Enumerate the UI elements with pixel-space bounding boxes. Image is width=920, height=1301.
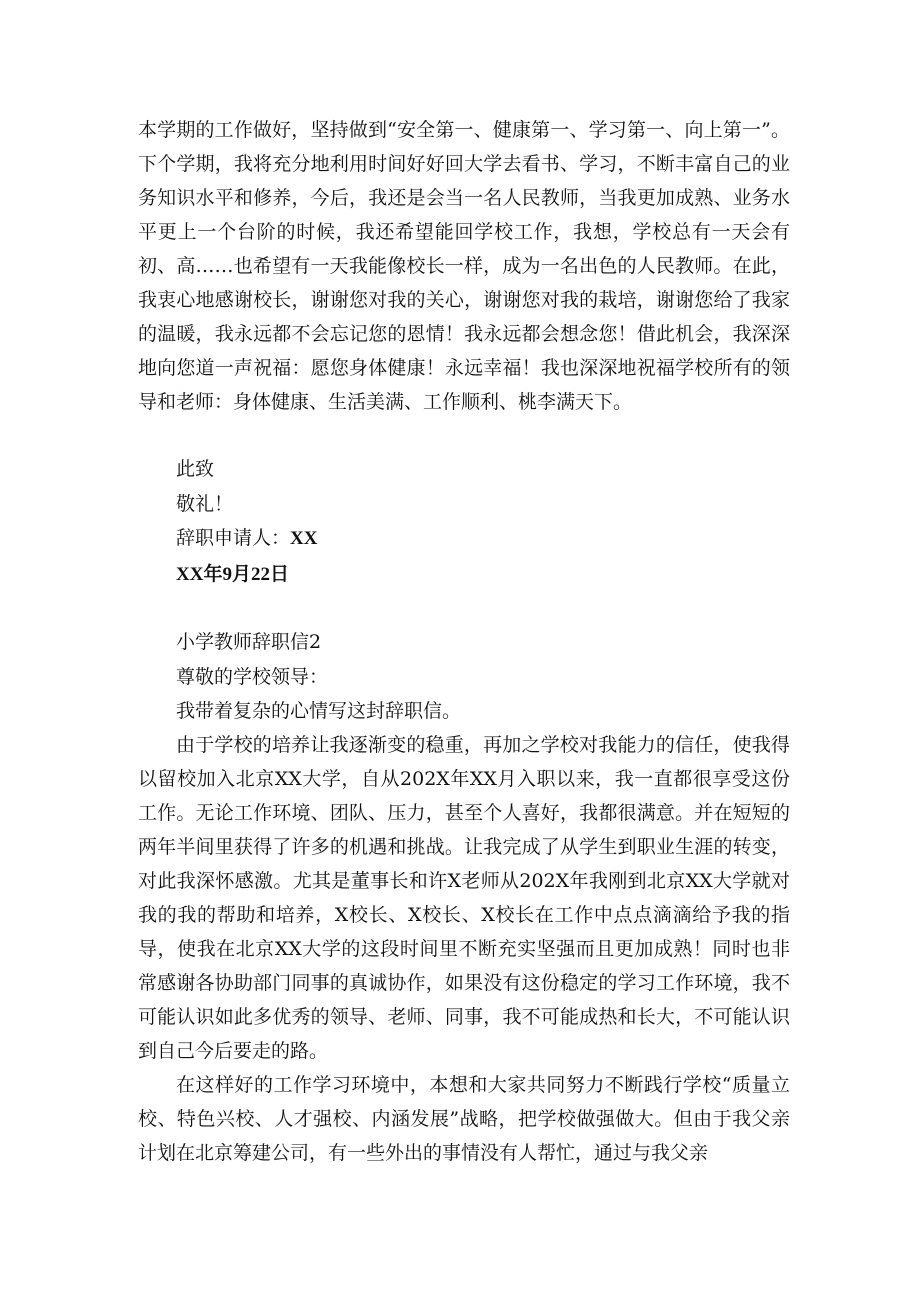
applicant-name: XX xyxy=(290,528,318,549)
salutation-close: 此致 xyxy=(176,458,215,480)
letter2-greeting: 尊敬的学校领导： xyxy=(176,666,329,688)
applicant-line xyxy=(176,521,317,556)
letter2-opening: 我带着复杂的心情写这封辞职信。 xyxy=(176,700,462,722)
letter2-paragraph-2: 在这样好的工作学习环境中，本想和大家共同努力不断践行学校“质量立校、特色兴校、人才强校、内涵发展”战略，把学校做强做大。但由于我父亲计划在北京筹建公司，有一些外出的事情没有人帮忙，通过与我父亲 xyxy=(138,1074,790,1164)
letter1-date-text: XX年9月22日 xyxy=(176,564,289,585)
letter2-title: 小学教师辞职信2 xyxy=(176,631,322,653)
letter2-paragraph-1: 由于学校的培养让我逐渐变的稳重，再加之学校对我能力的信任，使我得以留校加入北京XX大学，自从202X年XX月入职以来，我一直都很享受这份工作。无论工作环境、团队、压力，甚至个人喜好，我都很满意。并在短短的两年半间里获得了许多的机遇和挑战。让我完成了从学生到职业生涯的转变，对此我深怀感激。尤其是董事长和许X老师从202X年我刚到北京XX大学就对我的我的帮助和培养，X校长、X校长、X校长在工作中点点滴滴给予我的指导，使我在北京XX大学的这段时间里不断充实坚强而且更加成熟！同时也非常感谢各协助部门同事的真诚协作，如果没有这份稳定的学习工作环境，我不可能认识如此多优秀的领导、老师、同事，我不可能成热和长大，不可能认识到自己今后要走的路。 xyxy=(138,734,790,1062)
regards: 敬礼！ xyxy=(176,493,234,515)
letter1-date xyxy=(176,557,289,592)
applicant-label: 辞职申请人： xyxy=(176,527,291,549)
letter1-closing-paragraph: 本学期的工作做好，坚持做到“安全第一、健康第一、学习第一、向上第一”。下个学期，我将充分地利用时间好好回大学去看书、学习，不断丰富自己的业务知识水平和修养，今后，我还是会当一名人民教师，当我更加成熟、业务水平更上一个台阶的时候，我还希望能回学校工作，我想，学校总有一天会有初、高……也希望有一天我能像校长一样，成为一名出色的人民教师。在此，我衷心地感谢校长，谢谢您对我的关心，谢谢您对我的栽培，谢谢您给了我家的温暖，我永远都不会忘记您的恩情！我永远都会想念您！借此机会，我深深地向您道一声祝福：愿您身体健康！永远幸福！我也深深地祝福学校所有的领导和老师：身体健康、生活美满、工作顺利、桃李满天下。 xyxy=(138,119,790,413)
